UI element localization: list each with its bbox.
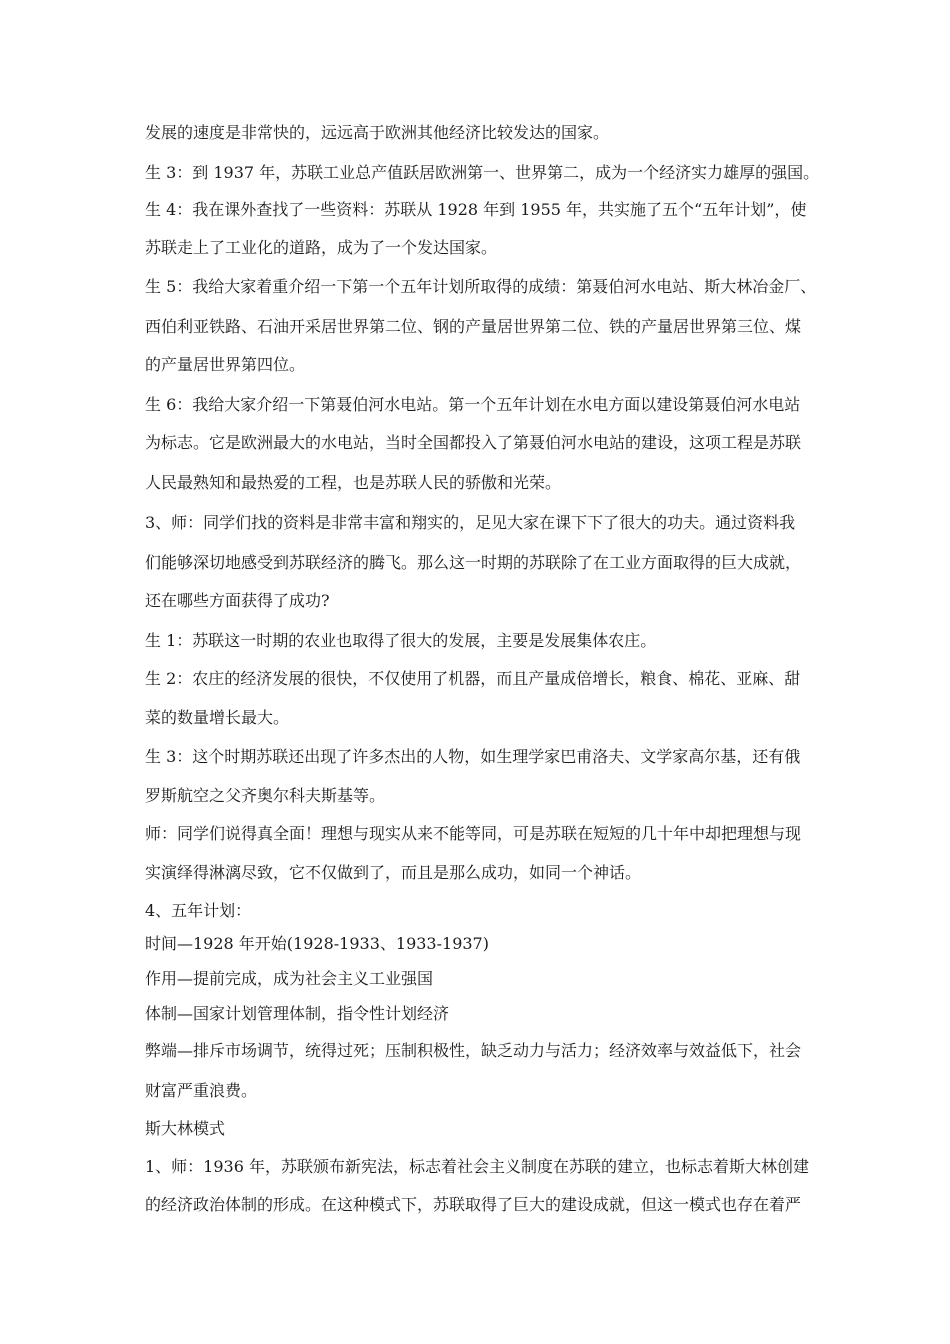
text-line: 生 2：农庄的经济发展的很快，不仅使用了机器，而且产量成倍增长，粮食、棉花、亚麻、甜 <box>145 669 801 688</box>
text-line: 作用—提前完成，成为社会主义工业强国 <box>145 969 434 988</box>
text-line: 菜的数量增长最大。 <box>145 708 290 727</box>
text-line: 为标志。它是欧洲最大的水电站，当时全国都投入了第聂伯河水电站的建设，这项工程是苏联 <box>145 433 802 452</box>
text-line: 生 5：我给大家着重介绍一下第一个五年计划所取得的成绩：第聂伯河水电站、斯大林冶金厂、 <box>145 277 817 296</box>
text-line: 人民最熟知和最热爱的工程，也是苏联人民的骄傲和光荣。 <box>145 473 562 492</box>
text-line: 罗斯航空之父齐奥尔科夫斯基等。 <box>145 786 386 805</box>
text-line: 发展的速度是非常快的，远远高于欧洲其他经济比较发达的国家。 <box>145 123 610 142</box>
text-line: 3、师：同学们找的资料是非常丰富和翔实的，足见大家在课下下了很大的功夫。通过资料我 <box>145 513 796 532</box>
text-line: 斯大林模式 <box>145 1119 226 1138</box>
text-line: 弊端—排斥市场调节，统得过死；压制积极性，缺乏动力与活力；经济效率与效益低下，社会 <box>145 1041 802 1060</box>
text-line: 的产量居世界第四位。 <box>145 355 306 374</box>
text-line: 们能够深切地感受到苏联经济的腾飞。那么这一时期的苏联除了在工业方面取得的巨大成就， <box>145 553 802 572</box>
text-line: 的经济政治体制的形成。在这种模式下，苏联取得了巨大的建设成就，但这一模式也存在着严 <box>145 1195 802 1214</box>
text-line: 4、五年计划： <box>145 901 252 920</box>
text-line: 生 1：苏联这一时期的农业也取得了很大的发展，主要是发展集体农庄。 <box>145 631 657 650</box>
text-line: 生 3：到 1937 年，苏联工业总产值跃居欧洲第一、世界第二，成为一个经济实力雄厚的强国。 <box>145 163 820 182</box>
text-line: 师：同学们说得真全面！理想与现实从来不能等同，可是苏联在短短的几十年中却把理想与现 <box>145 824 802 843</box>
text-line: 1、师：1936 年，苏联颁布新宪法，标志着社会主义制度在苏联的建立，也标志着斯大林创建 <box>145 1157 809 1176</box>
text-line: 生 6：我给大家介绍一下第聂伯河水电站。第一个五年计划在水电方面以建设第聂伯河水电站 <box>145 395 801 414</box>
text-line: 生 4：我在课外查找了一些资料：苏联从 1928 年到 1955 年，共实施了五个“五年计划”，使 <box>145 200 807 219</box>
text-line: 还在哪些方面获得了成功? <box>145 591 330 610</box>
text-line: 时间—1928 年开始(1928-1933、1933-1937) <box>145 934 489 953</box>
text-line: 实演绎得淋漓尽致，它不仅做到了，而且是那么成功，如同一个神话。 <box>145 863 642 882</box>
text-line: 体制—国家计划管理体制，指令性计划经济 <box>145 1004 450 1023</box>
text-line: 生 3：这个时期苏联还出现了许多杰出的人物，如生理学家巴甫洛夫、文学家高尔基，还有俄 <box>145 747 801 766</box>
text-line: 西伯利亚铁路、石油开采居世界第二位、钢的产量居世界第二位、铁的产量居世界第三位、煤 <box>145 317 802 336</box>
text-line: 苏联走上了工业化的道路，成为了一个发达国家。 <box>145 238 498 257</box>
text-line: 财富严重浪费。 <box>145 1081 258 1100</box>
